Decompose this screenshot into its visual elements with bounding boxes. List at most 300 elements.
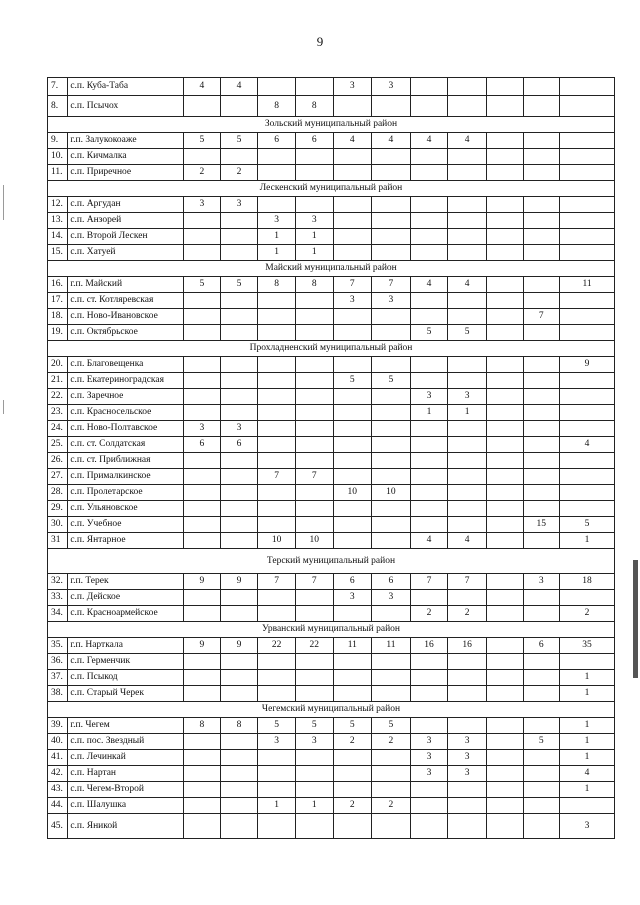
value-cell bbox=[333, 782, 372, 798]
value-cell: 1 bbox=[295, 245, 333, 261]
value-cell bbox=[410, 165, 448, 181]
value-cell: 8 bbox=[184, 718, 221, 734]
value-cell: 1 bbox=[560, 734, 615, 750]
value-cell: 5 bbox=[523, 734, 560, 750]
settlement-name: г.п. Нарткала bbox=[68, 638, 184, 654]
settlement-row bbox=[48, 638, 615, 654]
value-cell bbox=[333, 533, 372, 549]
value-cell: 3 bbox=[333, 590, 372, 606]
row-number: 13. bbox=[48, 213, 68, 229]
value-cell bbox=[295, 654, 333, 670]
value-cell: 2 bbox=[220, 165, 258, 181]
settlement-row bbox=[48, 437, 615, 453]
value-cell: 3 bbox=[523, 574, 560, 590]
row-number: 43. bbox=[48, 782, 68, 798]
value-cell bbox=[448, 670, 487, 686]
value-cell bbox=[184, 405, 221, 421]
value-cell bbox=[184, 798, 221, 814]
value-cell bbox=[448, 373, 487, 389]
value-cell: 3 bbox=[258, 213, 296, 229]
settlement-row bbox=[48, 96, 615, 117]
value-cell bbox=[523, 96, 560, 117]
settlement-row bbox=[48, 213, 615, 229]
value-cell bbox=[560, 590, 615, 606]
value-cell bbox=[448, 293, 487, 309]
value-cell bbox=[295, 782, 333, 798]
district-header-row bbox=[48, 117, 615, 133]
value-cell bbox=[448, 96, 487, 117]
row-number: 20. bbox=[48, 357, 68, 373]
settlement-name: с.п. Псычох bbox=[68, 96, 184, 117]
value-cell bbox=[410, 782, 448, 798]
value-cell bbox=[486, 133, 523, 149]
value-cell: 8 bbox=[258, 277, 296, 293]
value-cell bbox=[220, 293, 258, 309]
value-cell bbox=[410, 149, 448, 165]
value-cell bbox=[220, 96, 258, 117]
settlement-name: с.п. Дейское bbox=[68, 590, 184, 606]
settlement-name: с.п. Герменчик bbox=[68, 654, 184, 670]
left-margin-mark bbox=[3, 400, 4, 414]
value-cell bbox=[486, 78, 523, 96]
value-cell bbox=[486, 638, 523, 654]
value-cell bbox=[333, 213, 372, 229]
value-cell: 1 bbox=[295, 798, 333, 814]
value-cell bbox=[448, 453, 487, 469]
value-cell: 7 bbox=[410, 574, 448, 590]
row-number: 25. bbox=[48, 437, 68, 453]
value-cell bbox=[372, 814, 411, 839]
value-cell bbox=[372, 501, 411, 517]
value-cell: 3 bbox=[333, 78, 372, 96]
value-cell bbox=[448, 421, 487, 437]
value-cell bbox=[220, 501, 258, 517]
value-cell bbox=[295, 437, 333, 453]
value-cell bbox=[448, 165, 487, 181]
value-cell: 4 bbox=[560, 437, 615, 453]
value-cell: 2 bbox=[560, 606, 615, 622]
settlement-row bbox=[48, 606, 615, 622]
value-cell: 1 bbox=[258, 798, 296, 814]
value-cell bbox=[184, 357, 221, 373]
value-cell bbox=[486, 229, 523, 245]
value-cell bbox=[184, 670, 221, 686]
value-cell bbox=[448, 469, 487, 485]
value-cell bbox=[560, 405, 615, 421]
value-cell bbox=[372, 165, 411, 181]
value-cell: 6 bbox=[220, 437, 258, 453]
value-cell bbox=[372, 533, 411, 549]
value-cell bbox=[258, 782, 296, 798]
value-cell bbox=[258, 750, 296, 766]
value-cell: 5 bbox=[295, 718, 333, 734]
value-cell bbox=[184, 590, 221, 606]
settlement-row bbox=[48, 533, 615, 549]
value-cell bbox=[333, 654, 372, 670]
value-cell bbox=[523, 782, 560, 798]
value-cell bbox=[184, 766, 221, 782]
value-cell bbox=[258, 165, 296, 181]
value-cell bbox=[333, 453, 372, 469]
settlement-row bbox=[48, 357, 615, 373]
settlement-row bbox=[48, 165, 615, 181]
value-cell: 1 bbox=[448, 405, 487, 421]
value-cell bbox=[448, 718, 487, 734]
value-cell bbox=[523, 373, 560, 389]
settlement-row bbox=[48, 798, 615, 814]
value-cell bbox=[295, 766, 333, 782]
value-cell: 10 bbox=[295, 533, 333, 549]
value-cell bbox=[486, 357, 523, 373]
value-cell bbox=[486, 197, 523, 213]
settlement-name: с.п. Прималкинское bbox=[68, 469, 184, 485]
value-cell bbox=[486, 437, 523, 453]
value-cell bbox=[295, 357, 333, 373]
settlement-name: с.п. ст. Приближная bbox=[68, 453, 184, 469]
value-cell bbox=[372, 229, 411, 245]
allocation-table bbox=[47, 77, 615, 839]
value-cell bbox=[523, 590, 560, 606]
value-cell bbox=[258, 293, 296, 309]
value-cell bbox=[410, 453, 448, 469]
value-cell bbox=[184, 213, 221, 229]
settlement-row bbox=[48, 517, 615, 533]
value-cell bbox=[295, 686, 333, 702]
value-cell: 2 bbox=[333, 798, 372, 814]
value-cell: 2 bbox=[448, 606, 487, 622]
value-cell: 6 bbox=[258, 133, 296, 149]
value-cell bbox=[410, 78, 448, 96]
value-cell bbox=[523, 814, 560, 839]
row-number: 44. bbox=[48, 798, 68, 814]
value-cell bbox=[184, 96, 221, 117]
value-cell: 2 bbox=[184, 165, 221, 181]
value-cell: 4 bbox=[448, 533, 487, 549]
value-cell: 35 bbox=[560, 638, 615, 654]
settlement-row bbox=[48, 654, 615, 670]
value-cell: 5 bbox=[560, 517, 615, 533]
value-cell bbox=[258, 389, 296, 405]
value-cell bbox=[333, 421, 372, 437]
value-cell: 10 bbox=[372, 485, 411, 501]
settlement-name: с.п. ст. Солдатская bbox=[68, 437, 184, 453]
value-cell bbox=[372, 670, 411, 686]
value-cell bbox=[523, 133, 560, 149]
value-cell bbox=[523, 389, 560, 405]
value-cell bbox=[220, 389, 258, 405]
settlement-row bbox=[48, 453, 615, 469]
value-cell bbox=[448, 245, 487, 261]
settlement-row bbox=[48, 686, 615, 702]
value-cell bbox=[258, 606, 296, 622]
value-cell: 4 bbox=[372, 133, 411, 149]
value-cell bbox=[486, 469, 523, 485]
value-cell bbox=[258, 78, 296, 96]
value-cell: 8 bbox=[295, 96, 333, 117]
row-number: 45. bbox=[48, 814, 68, 839]
settlement-row bbox=[48, 501, 615, 517]
settlement-name: с.п. Заречное bbox=[68, 389, 184, 405]
value-cell bbox=[410, 670, 448, 686]
value-cell bbox=[372, 421, 411, 437]
settlement-row bbox=[48, 405, 615, 421]
value-cell bbox=[295, 325, 333, 341]
value-cell bbox=[410, 213, 448, 229]
value-cell bbox=[184, 453, 221, 469]
settlement-name: г.п. Чегем bbox=[68, 718, 184, 734]
value-cell: 9 bbox=[184, 574, 221, 590]
value-cell bbox=[486, 718, 523, 734]
value-cell bbox=[220, 750, 258, 766]
value-cell: 4 bbox=[560, 766, 615, 782]
value-cell: 1 bbox=[560, 782, 615, 798]
value-cell: 22 bbox=[258, 638, 296, 654]
settlement-row bbox=[48, 750, 615, 766]
value-cell bbox=[486, 501, 523, 517]
row-number: 9. bbox=[48, 133, 68, 149]
value-cell: 22 bbox=[295, 638, 333, 654]
value-cell bbox=[184, 501, 221, 517]
value-cell bbox=[372, 96, 411, 117]
value-cell: 6 bbox=[295, 133, 333, 149]
right-margin-mark bbox=[633, 560, 638, 678]
settlement-name: с.п. Янтарное bbox=[68, 533, 184, 549]
settlement-row bbox=[48, 78, 615, 96]
row-number: 38. bbox=[48, 686, 68, 702]
settlement-name: с.п. Анзорей bbox=[68, 213, 184, 229]
value-cell: 4 bbox=[184, 78, 221, 96]
value-cell bbox=[220, 590, 258, 606]
value-cell bbox=[372, 606, 411, 622]
value-cell bbox=[448, 357, 487, 373]
row-number: 24. bbox=[48, 421, 68, 437]
value-cell bbox=[220, 213, 258, 229]
value-cell bbox=[295, 421, 333, 437]
value-cell: 16 bbox=[410, 638, 448, 654]
row-number: 16. bbox=[48, 277, 68, 293]
settlement-row bbox=[48, 197, 615, 213]
row-number: 32. bbox=[48, 574, 68, 590]
district-title: Чегемский муниципальный район bbox=[48, 702, 615, 718]
value-cell bbox=[258, 686, 296, 702]
value-cell bbox=[333, 357, 372, 373]
value-cell: 4 bbox=[220, 78, 258, 96]
value-cell bbox=[486, 245, 523, 261]
value-cell bbox=[486, 485, 523, 501]
value-cell bbox=[220, 606, 258, 622]
value-cell bbox=[560, 213, 615, 229]
value-cell: 3 bbox=[372, 293, 411, 309]
value-cell bbox=[184, 389, 221, 405]
value-cell bbox=[523, 469, 560, 485]
value-cell bbox=[258, 453, 296, 469]
row-number: 15. bbox=[48, 245, 68, 261]
value-cell: 3 bbox=[372, 590, 411, 606]
value-cell bbox=[372, 405, 411, 421]
value-cell bbox=[372, 213, 411, 229]
value-cell bbox=[220, 686, 258, 702]
value-cell: 2 bbox=[372, 734, 411, 750]
value-cell bbox=[220, 405, 258, 421]
value-cell bbox=[523, 453, 560, 469]
settlement-name: с.п. пос. Звездный bbox=[68, 734, 184, 750]
value-cell bbox=[372, 149, 411, 165]
value-cell: 1 bbox=[560, 750, 615, 766]
value-cell: 16 bbox=[448, 638, 487, 654]
value-cell: 7 bbox=[258, 469, 296, 485]
value-cell bbox=[523, 718, 560, 734]
value-cell: 3 bbox=[184, 197, 221, 213]
value-cell bbox=[220, 533, 258, 549]
settlement-name: с.п. Кичмалка bbox=[68, 149, 184, 165]
value-cell: 7 bbox=[372, 277, 411, 293]
value-cell bbox=[486, 389, 523, 405]
value-cell: 3 bbox=[295, 734, 333, 750]
value-cell bbox=[258, 517, 296, 533]
value-cell bbox=[448, 501, 487, 517]
value-cell: 11 bbox=[333, 638, 372, 654]
row-number: 34. bbox=[48, 606, 68, 622]
value-cell: 5 bbox=[184, 133, 221, 149]
row-number: 7. bbox=[48, 78, 68, 96]
settlement-row bbox=[48, 670, 615, 686]
value-cell: 2 bbox=[372, 798, 411, 814]
value-cell bbox=[448, 485, 487, 501]
value-cell bbox=[448, 213, 487, 229]
value-cell: 10 bbox=[333, 485, 372, 501]
value-cell bbox=[372, 654, 411, 670]
value-cell bbox=[560, 133, 615, 149]
value-cell bbox=[295, 373, 333, 389]
value-cell: 3 bbox=[184, 421, 221, 437]
value-cell bbox=[410, 469, 448, 485]
settlement-name: с.п. Лечинкай bbox=[68, 750, 184, 766]
value-cell bbox=[220, 782, 258, 798]
value-cell: 1 bbox=[560, 718, 615, 734]
settlement-row bbox=[48, 421, 615, 437]
value-cell bbox=[372, 325, 411, 341]
value-cell bbox=[486, 766, 523, 782]
value-cell: 4 bbox=[410, 133, 448, 149]
value-cell bbox=[333, 197, 372, 213]
value-cell: 3 bbox=[295, 213, 333, 229]
district-header-row bbox=[48, 341, 615, 357]
value-cell bbox=[333, 501, 372, 517]
value-cell bbox=[333, 229, 372, 245]
value-cell bbox=[184, 782, 221, 798]
value-cell bbox=[560, 501, 615, 517]
settlement-name: с.п. Куба-Таба bbox=[68, 78, 184, 96]
value-cell bbox=[523, 325, 560, 341]
value-cell bbox=[486, 421, 523, 437]
value-cell: 6 bbox=[523, 638, 560, 654]
value-cell bbox=[220, 469, 258, 485]
value-cell bbox=[410, 654, 448, 670]
value-cell bbox=[560, 421, 615, 437]
value-cell bbox=[372, 437, 411, 453]
value-cell bbox=[560, 453, 615, 469]
value-cell bbox=[372, 357, 411, 373]
settlement-name: с.п. Октябрьское bbox=[68, 325, 184, 341]
value-cell: 3 bbox=[448, 389, 487, 405]
value-cell: 5 bbox=[372, 718, 411, 734]
value-cell: 3 bbox=[333, 293, 372, 309]
value-cell bbox=[295, 453, 333, 469]
value-cell bbox=[184, 373, 221, 389]
value-cell bbox=[295, 309, 333, 325]
value-cell bbox=[486, 309, 523, 325]
value-cell bbox=[410, 373, 448, 389]
settlement-name: с.п. Хатуей bbox=[68, 245, 184, 261]
district-title: Лескенский муниципальный район bbox=[48, 181, 615, 197]
district-title: Урванский муниципальный район bbox=[48, 622, 615, 638]
value-cell bbox=[523, 149, 560, 165]
value-cell bbox=[258, 766, 296, 782]
value-cell: 5 bbox=[410, 325, 448, 341]
value-cell: 3 bbox=[448, 734, 487, 750]
row-number: 22. bbox=[48, 389, 68, 405]
value-cell bbox=[295, 485, 333, 501]
value-cell bbox=[333, 389, 372, 405]
value-cell: 3 bbox=[258, 734, 296, 750]
value-cell bbox=[410, 501, 448, 517]
value-cell bbox=[410, 798, 448, 814]
row-number: 27. bbox=[48, 469, 68, 485]
value-cell bbox=[220, 373, 258, 389]
value-cell: 18 bbox=[560, 574, 615, 590]
value-cell bbox=[333, 670, 372, 686]
value-cell bbox=[295, 814, 333, 839]
value-cell bbox=[295, 501, 333, 517]
value-cell bbox=[372, 309, 411, 325]
value-cell: 3 bbox=[220, 421, 258, 437]
value-cell bbox=[523, 245, 560, 261]
value-cell bbox=[486, 165, 523, 181]
value-cell bbox=[220, 309, 258, 325]
value-cell bbox=[560, 798, 615, 814]
value-cell bbox=[486, 686, 523, 702]
value-cell bbox=[486, 373, 523, 389]
value-cell bbox=[486, 213, 523, 229]
value-cell bbox=[410, 814, 448, 839]
value-cell: 3 bbox=[410, 750, 448, 766]
value-cell bbox=[258, 197, 296, 213]
settlement-row bbox=[48, 133, 615, 149]
value-cell: 11 bbox=[372, 638, 411, 654]
value-cell: 10 bbox=[258, 533, 296, 549]
value-cell bbox=[560, 245, 615, 261]
value-cell bbox=[560, 293, 615, 309]
settlement-row bbox=[48, 373, 615, 389]
value-cell bbox=[486, 590, 523, 606]
value-cell: 7 bbox=[258, 574, 296, 590]
settlement-name: с.п. Приречное bbox=[68, 165, 184, 181]
value-cell bbox=[333, 165, 372, 181]
value-cell bbox=[523, 686, 560, 702]
value-cell: 6 bbox=[372, 574, 411, 590]
value-cell: 5 bbox=[220, 277, 258, 293]
value-cell bbox=[184, 325, 221, 341]
settlement-row bbox=[48, 734, 615, 750]
value-cell bbox=[220, 798, 258, 814]
value-cell bbox=[258, 814, 296, 839]
value-cell bbox=[333, 469, 372, 485]
value-cell bbox=[372, 517, 411, 533]
value-cell bbox=[523, 654, 560, 670]
value-cell bbox=[410, 718, 448, 734]
value-cell bbox=[486, 517, 523, 533]
settlement-name: с.п. Красносельское bbox=[68, 405, 184, 421]
